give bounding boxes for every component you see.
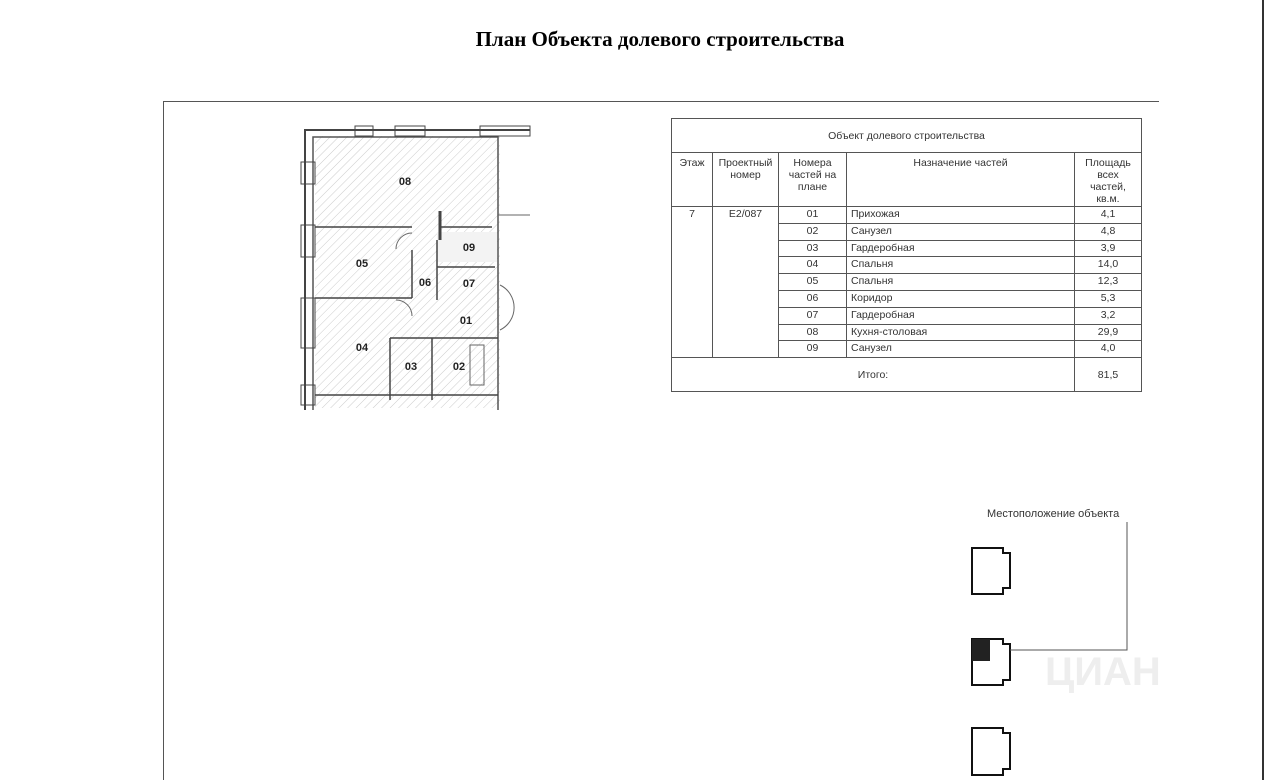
location-label: Местоположение объекта: [987, 508, 1120, 520]
part-number-cell: 03: [779, 240, 847, 257]
part-number-cell: 04: [779, 257, 847, 274]
purpose-cell: Кухня-столовая: [847, 324, 1075, 341]
purpose-cell: Спальня: [847, 257, 1075, 274]
header-part-numbers: Номера частей на плане: [779, 153, 847, 207]
page-title: План Объекта долевого строительства: [475, 27, 845, 51]
apartment-plan: [301, 126, 530, 410]
part-number-cell: 02: [779, 223, 847, 240]
header-area: Площадь всех частей, кв.м.: [1075, 153, 1142, 207]
purpose-cell: Гардеробная: [847, 307, 1075, 324]
room-label-06: 06: [418, 277, 432, 289]
area-cell: 29,9: [1075, 324, 1142, 341]
building-block-1: [972, 548, 1010, 594]
header-floor: Этаж: [672, 153, 713, 207]
project-number-cell: E2/087: [713, 207, 779, 358]
floor-cell: 7: [672, 207, 713, 358]
room-label-08: 08: [398, 176, 412, 188]
area-cell: 3,2: [1075, 307, 1142, 324]
building-block-3: [972, 728, 1010, 775]
room-label-01: 01: [459, 315, 473, 327]
header-purpose: Назначение частей: [847, 153, 1075, 207]
purpose-cell: Санузел: [847, 223, 1075, 240]
total-value: 81,5: [1075, 358, 1142, 392]
part-number-cell: 09: [779, 341, 847, 358]
part-number-cell: 05: [779, 274, 847, 291]
object-location-marker: [972, 639, 990, 661]
spec-table: [671, 118, 1142, 392]
area-cell: 4,1: [1075, 207, 1142, 224]
area-cell: 5,3: [1075, 290, 1142, 307]
header-project-number: Проектный номер: [713, 153, 779, 207]
watermark: ЦИАН: [1045, 650, 1161, 694]
purpose-cell: Санузел: [847, 341, 1075, 358]
table-row: [672, 207, 1142, 224]
area-cell: 4,8: [1075, 223, 1142, 240]
room-label-07: 07: [462, 278, 476, 290]
total-label: Итого:: [672, 358, 1075, 392]
room-label-02: 02: [452, 361, 466, 373]
purpose-cell: Коридор: [847, 290, 1075, 307]
area-cell: 4,0: [1075, 341, 1142, 358]
part-number-cell: 08: [779, 324, 847, 341]
area-cell: 14,0: [1075, 257, 1142, 274]
location-leader-line: [1010, 522, 1127, 650]
purpose-cell: Спальня: [847, 274, 1075, 291]
room-label-05: 05: [355, 258, 369, 270]
part-number-cell: 06: [779, 290, 847, 307]
location-map: [972, 522, 1161, 775]
table-caption: Объект долевого строительства: [672, 119, 1142, 153]
room-label-04: 04: [355, 342, 369, 354]
purpose-cell: Прихожая: [847, 207, 1075, 224]
purpose-cell: Гардеробная: [847, 240, 1075, 257]
room-label-09: 09: [462, 242, 476, 254]
room-label-03: 03: [404, 361, 418, 373]
part-number-cell: 07: [779, 307, 847, 324]
area-cell: 12,3: [1075, 274, 1142, 291]
area-cell: 3,9: [1075, 240, 1142, 257]
part-number-cell: 01: [779, 207, 847, 224]
